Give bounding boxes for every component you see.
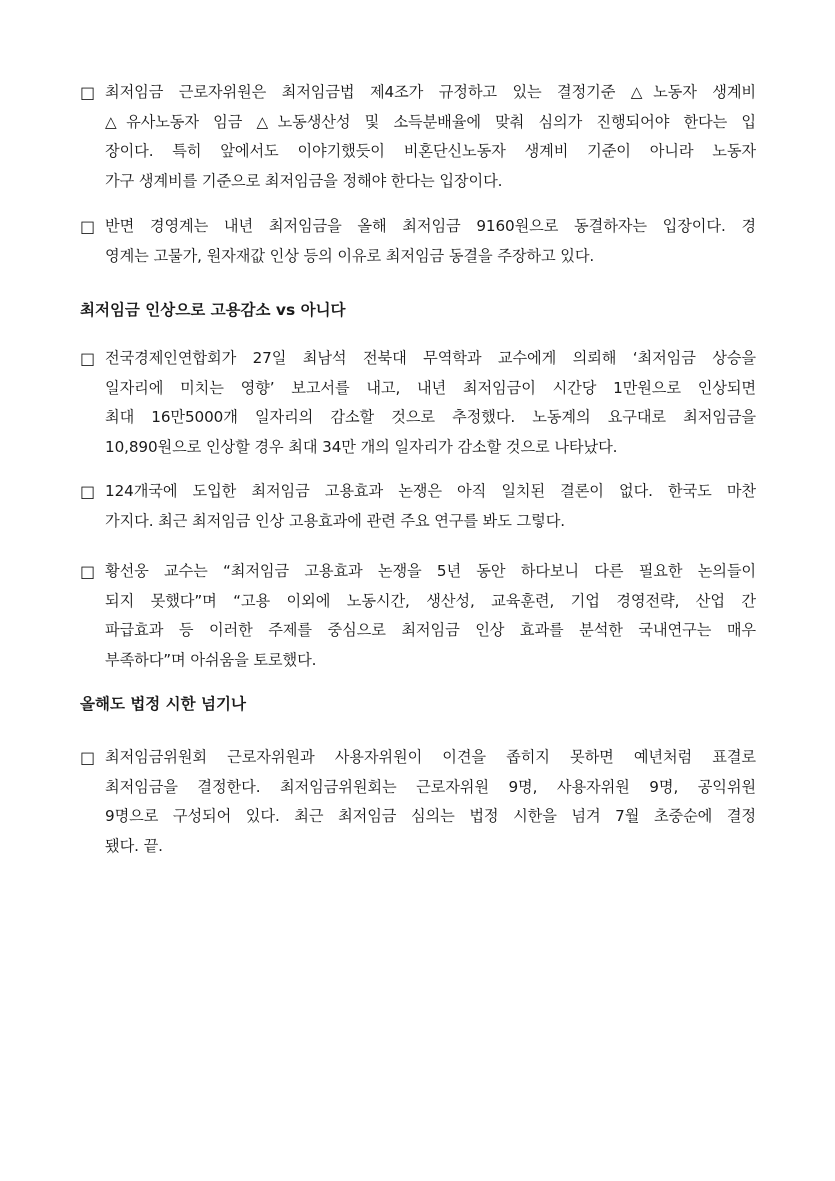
text-line: 황선웅 교수는 “최저임금 고용효과 논쟁을 5년 동안 하다보니 다른 필요한 논의들이 <box>105 562 756 580</box>
text-line: △유사노동자 임금 △노동생산성 및 소득분배율에 맞춰 심의가 진행되어야 한다는 입 <box>105 112 756 131</box>
bullet-box-icon: □ <box>80 562 96 581</box>
text-line: 되지 못했다”며 “고용 이외에 노동시간, 생산성, 교육훈련, 기업 경영전략, 산업 간 <box>105 591 756 610</box>
bullet-box-icon: □ <box>80 83 96 102</box>
text-line: 전국경제인연합회가 27일 최남석 전북대 무역학과 교수에게 의뢰해 ‘최저임금 상승을 <box>105 349 756 367</box>
paragraph-fki-report <box>80 344 756 462</box>
paragraph-worker-position <box>80 78 756 196</box>
text-line: 최저임금 근로자위원은 최저임금법 제4조가 규정하고 있는 결정기준 △노동자 생계비 <box>105 83 756 101</box>
text-line: 장이다. 특히 앞에서도 이야기했듯이 비혼단신노동자 생계비 기준이 아니라 노동자 <box>105 142 756 160</box>
bullet-box-icon: □ <box>80 482 96 501</box>
text-line: 일자리에 미치는 영향’ 보고서를 내고, 내년 최저임금이 시간당 1만원으로 인상되면 <box>105 378 756 397</box>
bullet-box-icon: □ <box>80 217 96 236</box>
text-line: 부족하다”며 아쉬움을 토로했다. <box>105 650 317 669</box>
paragraph-employment-debate <box>80 477 756 536</box>
text-line: 최저임금위원회 근로자위원과 사용자위원이 이견을 좁히지 못하면 예년처럼 표결로 <box>105 748 756 766</box>
text-line: 124개국에 도입한 최저임금 고용효과 논쟁은 아직 일치된 결론이 없다. 한국도 마찬 <box>105 482 756 500</box>
text-line: 9명으로 구성되어 있다. 최근 최저임금 심의는 법정 시한을 넘겨 7월 초중순에 결정 <box>105 807 756 825</box>
text-line: 파급효과 등 이러한 주제를 중심으로 최저임금 인상 효과를 분석한 국내연구는 매우 <box>105 621 756 639</box>
text-line: 10,890원으로 인상할 경우 최대 34만 개의 일자리가 감소할 것으로 나타났다. <box>105 437 618 456</box>
text-line: 가지다. 최근 최저임금 인상 고용효과에 관련 주요 연구를 봐도 그렇다. <box>105 511 565 530</box>
text-line: 최저임금을 결정한다. 최저임금위원회는 근로자위원 9명, 사용자위원 9명, 공익위원 <box>105 777 756 796</box>
text-line: 가구 생계비를 기준으로 최저임금을 정해야 한다는 입장이다. <box>105 171 503 190</box>
section-heading-deadline: 올해도 법정 시한 넘기나 <box>80 695 246 713</box>
text-line: 영계는 고물가, 원자재값 인상 등의 이유로 최저임금 동결을 주장하고 있다. <box>105 246 595 265</box>
paragraph-professor-quote <box>80 557 756 675</box>
paragraph-commission-vote <box>80 743 756 861</box>
section-heading-employment: 최저임금 인상으로 고용감소 vs 아니다 <box>80 301 346 319</box>
text-line: 반면 경영계는 내년 최저임금을 올해 최저임금 9160원으로 동결하자는 입장이다. 경 <box>105 217 756 235</box>
text-line: 됐다. 끝. <box>105 836 163 855</box>
text-line: 최대 16만5000개 일자리의 감소할 것으로 추정했다. 노동계의 요구대로 최저임금을 <box>105 408 756 426</box>
bullet-box-icon: □ <box>80 748 96 767</box>
paragraph-employer-position <box>80 212 756 271</box>
bullet-box-icon: □ <box>80 349 96 368</box>
